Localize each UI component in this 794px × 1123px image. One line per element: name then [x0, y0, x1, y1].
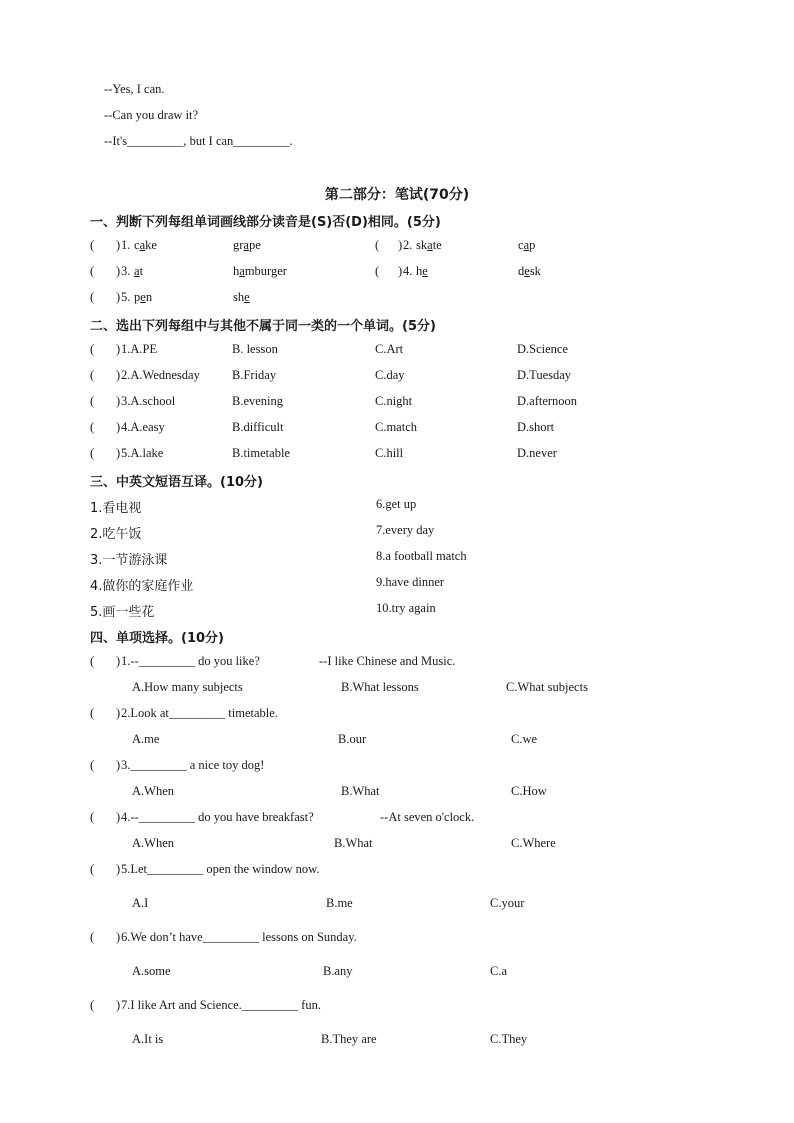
s1-row-1: ( ) 1. cake grape ( ) 2. skate cap	[90, 238, 536, 252]
section-2-title: 二、选出下列每组中与其他不属于同一类的一个单词。(5分)	[90, 319, 436, 334]
s3-row: 1.看电视 6.get up	[90, 497, 417, 516]
s3-row: 4.做你的家庭作业 9.have dinner	[90, 575, 445, 594]
s3-row: 2.吃午饭 7.every day	[90, 523, 435, 542]
s4-question: ( ) 5.Let_________ open the window now.	[90, 862, 320, 876]
word: cake	[134, 238, 157, 252]
dialogue-line-1: --Yes, I can.	[104, 82, 165, 96]
s4-options: A.It is B.They are C.They	[132, 1032, 528, 1046]
part-title: 第二部分：笔试(70分)	[324, 187, 470, 203]
s4-question: ( ) 7.I like Art and Science._________ fun.	[90, 998, 321, 1012]
word: cap	[518, 238, 536, 252]
dialogue-line-3: --It's_________, but I can_________.	[104, 134, 293, 148]
section-4-title: 四、单项选择。(10分)	[90, 631, 224, 646]
word: he	[416, 264, 428, 278]
word: grape	[233, 238, 261, 252]
s4-options: A.me B.our C.we	[132, 732, 538, 746]
s2-row: ( ) 4.A.easy B.difficult C.match D.short	[90, 420, 555, 434]
answer-paren-open: (	[90, 238, 95, 252]
word: she	[233, 290, 250, 304]
word: desk	[518, 264, 541, 278]
s4-question: ( ) 6.We don’t have_________ lessons on Sunday.	[90, 930, 357, 944]
word: skate	[416, 238, 442, 252]
s2-row: ( ) 1.A.PE B. lesson C.Art D.Science	[90, 342, 569, 356]
dialogue-line-2: --Can you draw it?	[104, 108, 199, 122]
s2-row: ( ) 3.A.school B.evening C.night D.afternoon	[90, 394, 578, 408]
s3-row: 5.画一些花 10.try again	[90, 601, 436, 620]
s4-question: ( ) 3._________ a nice toy dog!	[90, 758, 265, 772]
s3-row: 3.一节游泳课 8.a football match	[90, 549, 467, 568]
s2-row: ( ) 2.A.Wednesday B.Friday C.day D.Tuesday	[90, 368, 572, 382]
s4-options: A.some B.any C.a	[132, 964, 508, 978]
s4-question: ( ) 4.--_________ do you have breakfast? --At seven o'clock.	[90, 810, 475, 824]
s4-options: A.When B.What C.Where	[132, 836, 556, 850]
s1-row-2: ( ) 3. at hamburger ( ) 4. he desk	[90, 264, 541, 278]
s4-options: A.How many subjects B.What lessons C.What subjects	[132, 680, 588, 694]
s2-row: ( ) 5.A.lake B.timetable C.hill D.never	[90, 446, 557, 460]
word: hamburger	[233, 264, 287, 278]
s4-options: A.I B.me C.your	[132, 896, 525, 910]
s4-question: ( ) 2.Look at_________ timetable.	[90, 706, 278, 720]
s4-options: A.When B.What C.How	[132, 784, 547, 798]
word: pen	[134, 290, 153, 304]
section-3-title: 三、中英文短语互译。(10分)	[90, 475, 263, 490]
word: at	[134, 264, 144, 278]
s1-row-3: ( ) 5. pen she	[90, 290, 250, 304]
s4-question: ( ) 1.--_________ do you like? --I like Chinese and Music.	[90, 654, 456, 668]
section-1-title: 一、判断下列每组单词画线部分读音是(S)否(D)相同。(5分)	[90, 215, 441, 230]
